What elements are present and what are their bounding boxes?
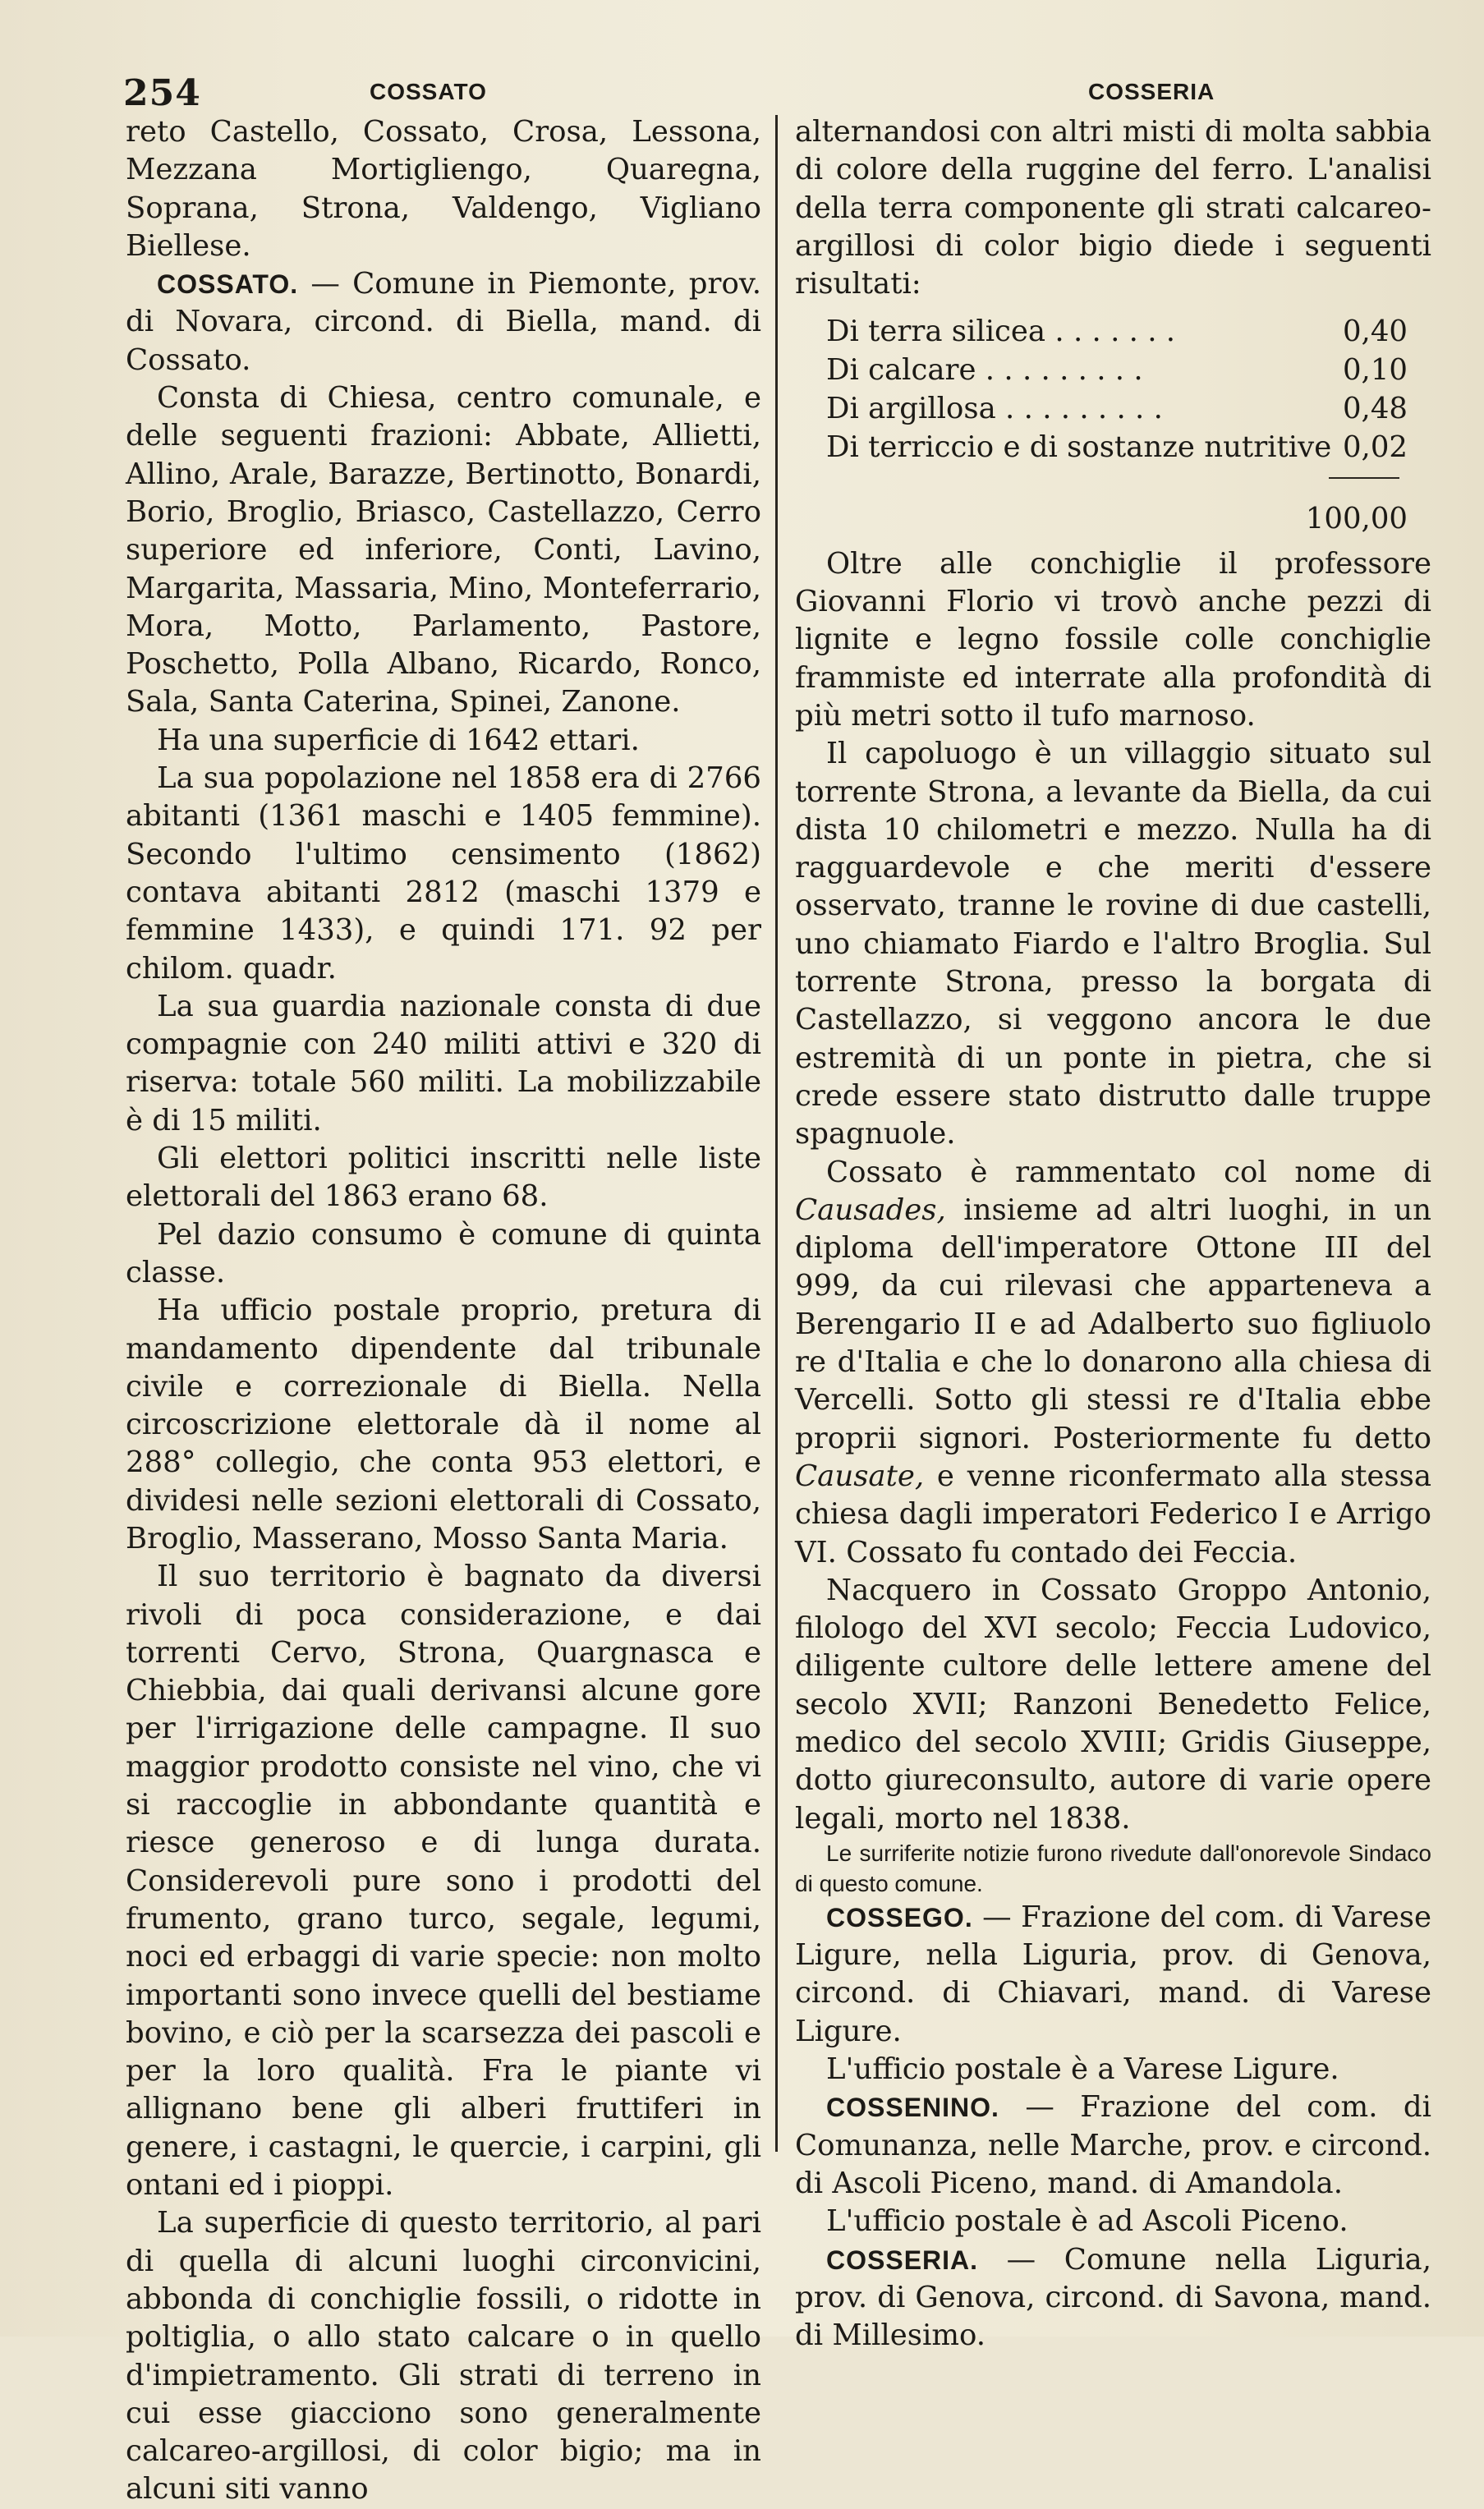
sum-rule <box>1329 477 1399 500</box>
paragraph: Consta di Chiesa, centro comunale, e delle seguenti frazioni: Abbate, Allietti, Allino, Arale, Barazze, Bertinotto, Bonardi, Borio, Broglio, Briasco, Castellazzo, Cerro superiore ed inferiore, Conti, Lavino, Margarita, Massaria, Mino, Monteferrario, Mora, Motto, Parlamento, Pastore, Poschetto, Polla Albano, Ricardo, Ronco, Sala, Santa Caterina, Spinei, Zanone. <box>126 381 761 719</box>
entry-heading: COSSEGO. <box>826 1902 973 1932</box>
paragraph: L'ufficio postale è ad Ascoli Piceno. <box>826 2204 1348 2239</box>
paragraph: Il capoluogo è un villaggio situato sul torrente Strona, a levante da Biella, da cui dista 10 chilometri e mezzo. Nulla ha di ragguardevole e che meriti d'essere osservato, tranne le rovine di due castelli, uno chiamato Fiardo e l'altro Broglia. Sul torrente Strona, presso la borgata di Castellazzo, si veggono ancora le due estremità di un ponte in pietra, che si crede essere stato distrutto dalle truppe spagnuole. <box>795 737 1431 1151</box>
row-value: 0,40 <box>1342 315 1408 349</box>
entry-text: — Frazione del com. di Varese Ligure, nella Liguria, prov. di Genova, circond. di Chiavari, mand. di Varese Ligure. <box>795 1900 1431 2048</box>
table-row <box>826 352 1408 390</box>
text-run: Cossato è rammentato col nome di <box>826 1155 1431 1189</box>
row-value: 0,10 <box>1342 353 1408 388</box>
entry-text: — Comune nella Liguria, prov. di Genova, circond. di Savona, mand. di Millesimo. <box>795 2242 1431 2353</box>
paragraph: La sua popolazione nel 1858 era di 2766 abitanti (1361 maschi e 1405 femmine). Secondo l'ultimo censimento (1862) contava abitanti 2812 (maschi 1379 e femmine 1433), e quindi 171. 92 per chilom. quadr. <box>126 761 761 986</box>
entry-heading: COSSENINO. <box>826 2093 999 2123</box>
paragraph: Ha una superficie di 1642 ettari. <box>157 723 640 757</box>
table-total: 100,00 <box>1305 502 1408 536</box>
paragraph: L'ufficio postale è a Varese Ligure. <box>826 2052 1339 2087</box>
row-value: 0,48 <box>1342 392 1408 426</box>
paragraph: alternandosi con altri misti di molta sabbia di colore della ruggine del ferro. L'analisi della terra componente gli strati calcareo-argillosi di color bigio diede i seguenti risultati: <box>795 115 1431 301</box>
table-row <box>826 390 1408 429</box>
running-head-left: COSSATO <box>370 79 487 104</box>
paragraph: La superficie di questo territorio, al pari di quella di alcuni luoghi circonvicini, abbonda di conchiglie fossili, o ridotte in poltiglia, o allo stato calcare o in quello d'impietramento. Gli strati di terreno in cui esse giacciono sono generalmente calcareo-argillosi, di color bigio; ma in alcuni siti vanno <box>126 2206 761 2507</box>
italic-term: Causate, <box>795 1459 925 1493</box>
right-column <box>795 113 1431 2355</box>
table-row <box>826 429 1408 467</box>
paragraph: reto Castello, Cossato, Crosa, Lessona, Mezzana Mortigliengo, Quaregna, Soprana, Strona, Valdengo, Vigliano Biellese. <box>126 115 761 263</box>
paragraph: Nacquero in Cossato Groppo Antonio, filologo del XVI secolo; Feccia Ludovico, diligente cultore delle lettere amene del secolo XVII; Ranzoni Benedetto Felice, medico del secolo XVIII; Gridis Giuseppe, dotto giureconsulto, autore di varie opere legali, morto nel 1838. <box>795 1573 1431 1836</box>
running-head-right: COSSERIA <box>1088 79 1215 104</box>
text-run: e venne riconfermato alla stessa chiesa dagli imperatori Federico I e Arrigo VI. Cossato fu contado dei Feccia. <box>795 1459 1431 1569</box>
row-value: 0,02 <box>1342 430 1408 465</box>
paragraph: La sua guardia nazionale consta di due compagnie con 240 militi attivi e 320 di riserva: totale 560 militi. La mobilizzabile è di 15 militi. <box>126 989 761 1137</box>
paragraph: Oltre alle conchiglie il professore Giovanni Florio vi trovò anche pezzi di lignite e legno fossile colle conchiglie frammiste ed interrate alla profondità di più metri sotto il tufo marnoso. <box>795 546 1431 733</box>
editorial-note: Le surriferite notizie furono rivedute dall'onorevole Sindaco di questo comune. <box>795 1840 1431 1896</box>
paragraph: Il suo territorio è bagnato da diversi rivoli di poca considerazione, e dai torrenti Cervo, Strona, Quargnasca e Chiebbia, dai quali derivansi alcune gore per l'irrigazione delle campagne. Il suo maggior prodotto consiste nel vino, che vi si raccoglie in abbondante quantità e riesce generoso e di lunga durata. Considerevoli pure sono i prodotti del frumento, grano turco, segale, legumi, noci ed erbaggi di varie specie: non molto importanti sono invece quelli del bestiame bovino, e ciò per la scarsezza dei pascoli e per la loro qualità. Fra le piante vi allignano bene gli alberi fruttiferi in genere, i castagni, le quercie, i carpini, gli ontani ed i pioppi. <box>126 1560 761 2203</box>
row-label: Di terriccio e di sostanze nutritive <box>826 430 1332 465</box>
entry-cossenino <box>795 2089 1431 2203</box>
paragraph: Pel dazio consumo è comune di quinta classe. <box>126 1217 761 1289</box>
paragraph: Ha ufficio postale proprio, pretura di mandamento dipendente dal tribunale civile e correzionale di Biella. Nella circoscrizione elettorale dà il nome al 288° collegio, che conta 953 elettori, e dividesi nelle sezioni elettorali di Cossato, Broglio, Masserano, Mosso Santa Maria. <box>126 1294 761 1555</box>
entry-text: — Frazione del com. di Comunanza, nelle Marche, prov. e circond. di Ascoli Piceno, mand. di Amandola. <box>795 2090 1431 2200</box>
entry-heading: COSSATO. <box>157 269 299 300</box>
entry-cossego <box>795 1899 1431 2051</box>
paragraph-causades <box>795 1154 1431 1572</box>
left-column <box>126 113 761 2509</box>
row-label: Di argillosa . . . . . . . . . <box>826 392 1163 426</box>
italic-term: Causades, <box>795 1192 946 1227</box>
column-divider <box>775 115 778 2152</box>
table-row <box>826 313 1408 352</box>
entry-heading: COSSERIA. <box>826 2245 979 2275</box>
paragraph: Gli elettori politici inscritti nelle liste elettorali del 1863 erano 68. <box>126 1142 761 1214</box>
entry-cosseria <box>795 2241 1431 2355</box>
text-run: insieme ad altri luoghi, in un diploma dell'imperatore Ottone III del 999, da cui rilevasi che apparteneva a Berengario II e ad Adalberto suo figliuolo re d'Italia e che lo donarono alla chiesa di Vercelli. Sotto gli stessi re d'Italia ebbe proprii signori. Posteriormente fu detto <box>795 1192 1431 1455</box>
entry-text: — Comune in Piemonte, prov. di Novara, circond. di Biella, mand. di Cossato. <box>126 267 761 377</box>
entry-cossato <box>126 265 761 379</box>
row-label: Di calcare . . . . . . . . . <box>826 353 1143 388</box>
page-number: 254 <box>123 72 201 114</box>
soil-analysis-table <box>826 313 1408 538</box>
row-label: Di terra silicea . . . . . . . <box>826 315 1176 349</box>
